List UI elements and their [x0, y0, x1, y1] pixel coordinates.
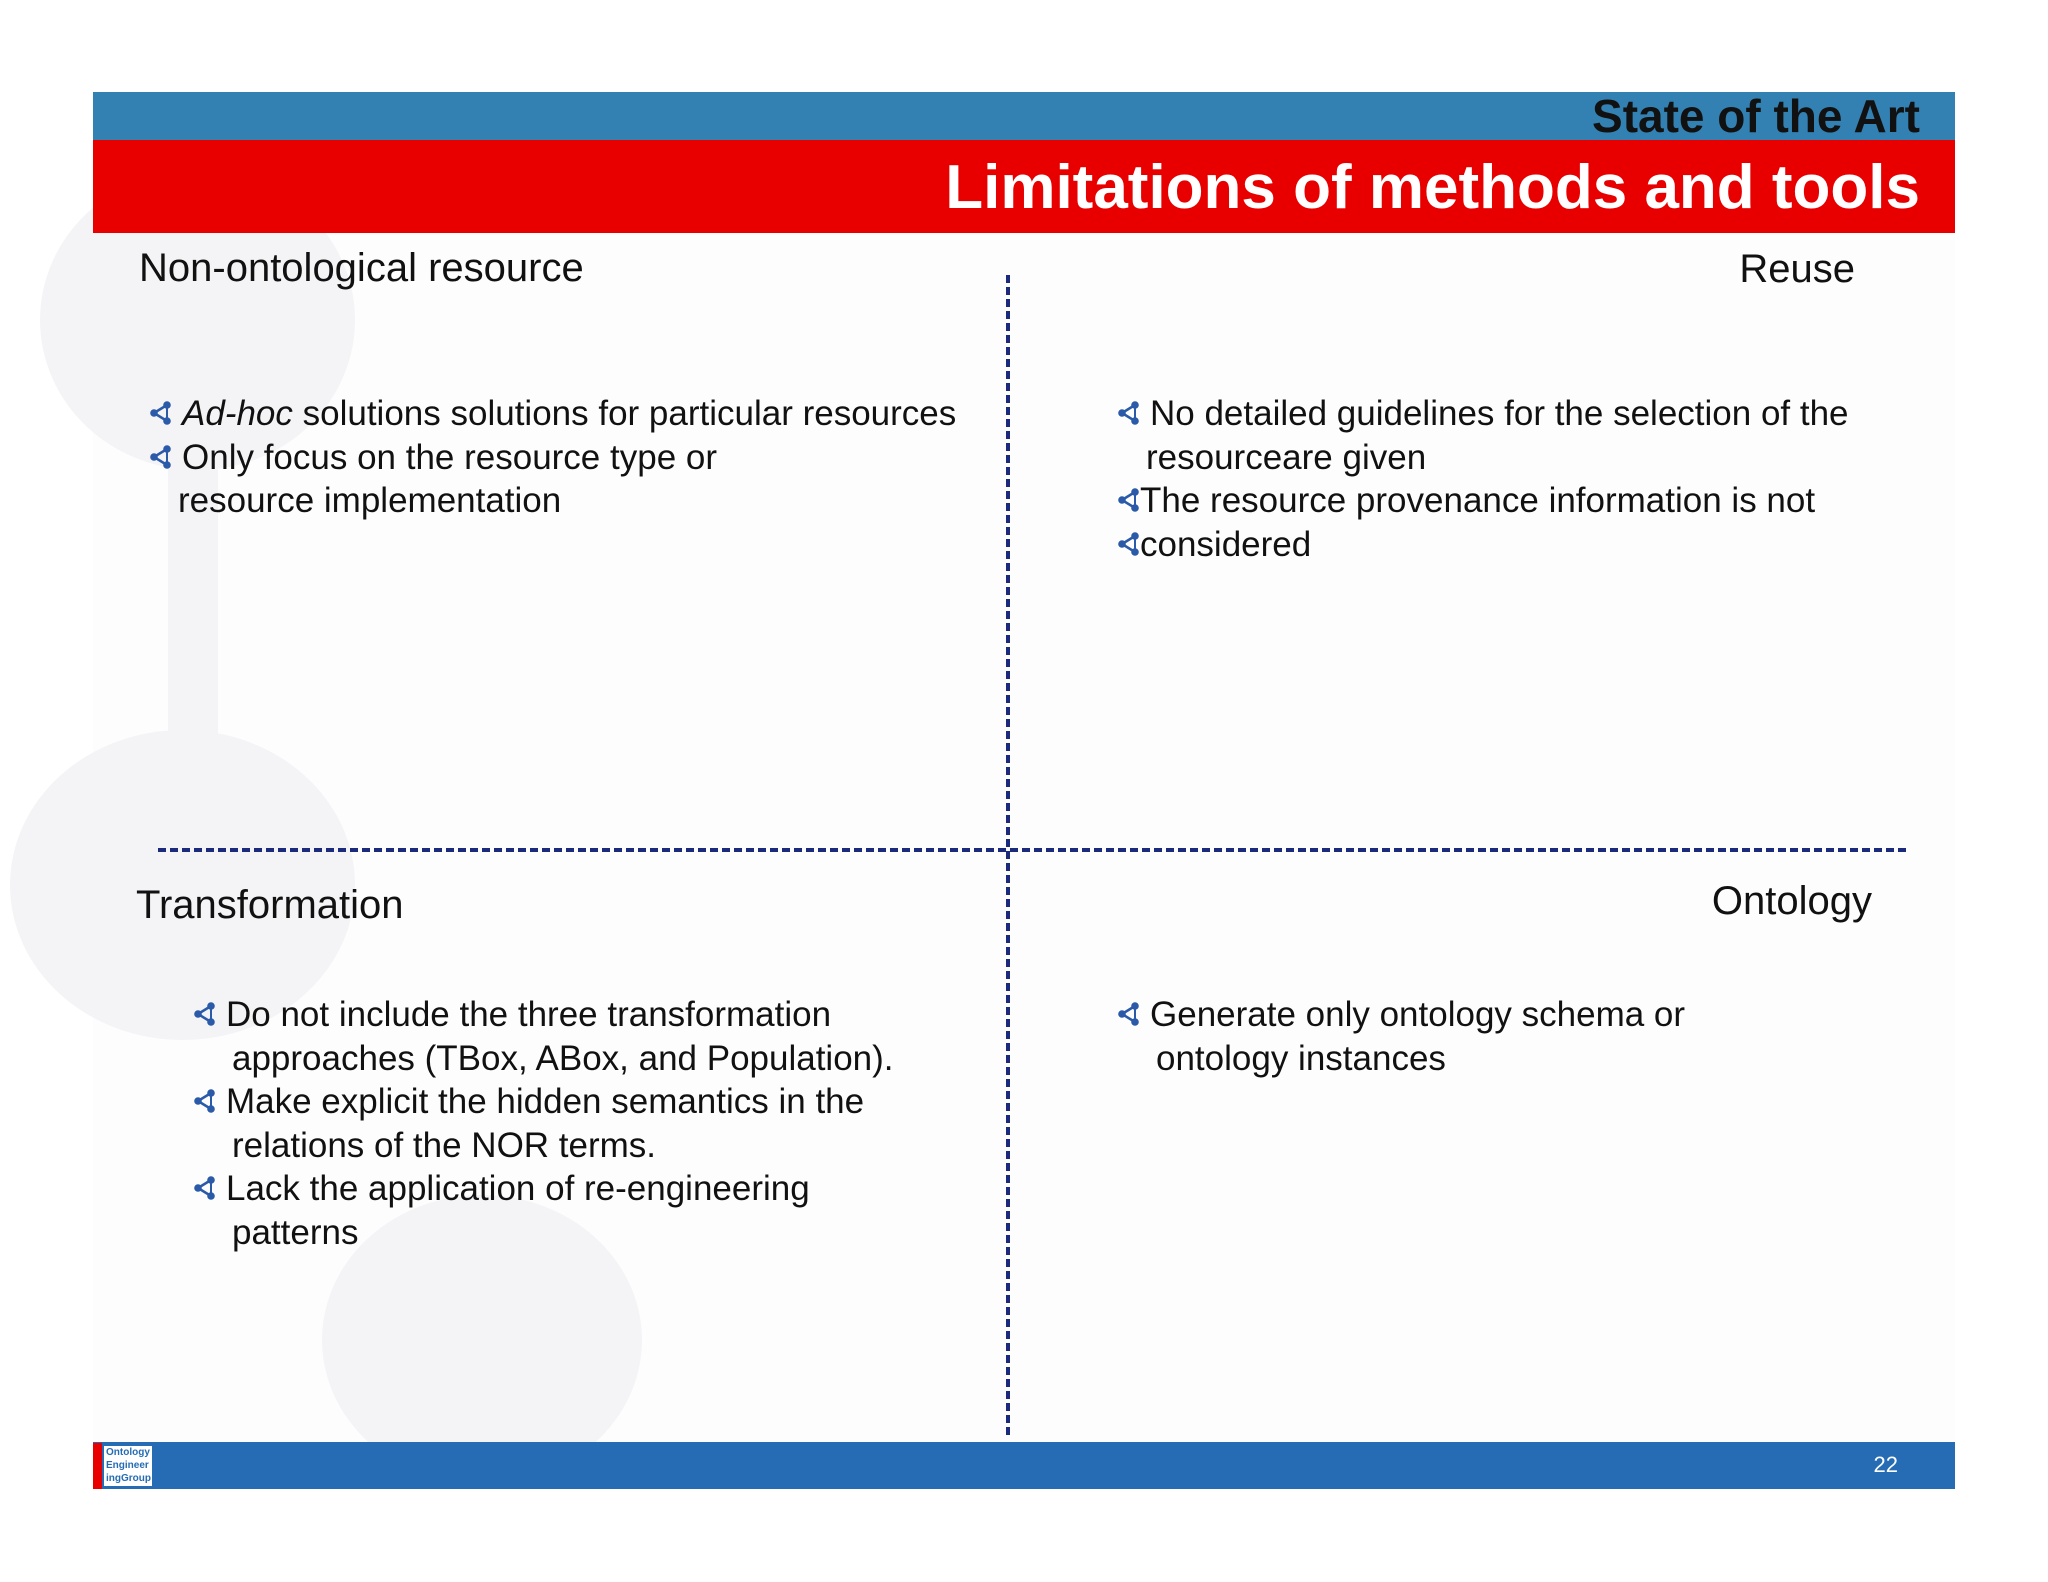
list-item-text: Only focus on the resource type or	[182, 437, 717, 477]
list-item-text: solutions solutions for particular resources	[292, 394, 957, 433]
list-item-text: Make explicit the hidden semantics in the	[226, 1082, 865, 1121]
list-item	[148, 436, 956, 480]
list-item-continuation: resource implementation	[178, 481, 562, 520]
share-icon	[1116, 1001, 1142, 1027]
list-item	[1116, 479, 1849, 523]
bullet-list-ontology	[1116, 993, 1685, 1080]
ontology-engineering-group-logo	[93, 1443, 155, 1489]
list-item-text: considered	[1140, 524, 1312, 564]
vertical-divider	[1006, 275, 1010, 1435]
page-number: 22	[1873, 1452, 1898, 1477]
list-item-text: Do not include the three transformation	[226, 995, 832, 1034]
quadrant-label-ontology: Ontology	[1711, 879, 1872, 923]
list-item-text: The resource provenance information is not	[1140, 481, 1816, 520]
logo-text	[104, 1446, 152, 1486]
logo-text-line: ingGroup	[106, 1473, 151, 1484]
quadrant-label-reuse: Reuse	[1739, 247, 1855, 291]
footer-bar	[93, 1442, 1955, 1489]
list-item-continuation: patterns	[232, 1212, 359, 1252]
list-item-continuation: relations of the NOR terms.	[232, 1125, 657, 1165]
list-item-continuation: ontology instances	[1156, 1038, 1446, 1078]
logo-text-line: Engineer	[106, 1460, 149, 1471]
list-item-continuation: approaches (TBox, ABox, and Population).	[232, 1038, 894, 1078]
bullet-list-non-ontological-resource	[148, 392, 956, 523]
logo-text-line: Ontology	[106, 1447, 150, 1458]
share-icon	[1116, 487, 1142, 513]
list-item	[1116, 523, 1849, 567]
page-title: Limitations of methods and tools	[945, 153, 1920, 222]
list-item-text: Generate only ontology schema or	[1150, 995, 1686, 1034]
share-icon	[1116, 531, 1142, 557]
list-item-continuation: resourceare given	[1146, 437, 1427, 477]
list-item	[148, 392, 956, 436]
horizontal-divider	[158, 848, 1906, 852]
share-icon	[148, 400, 174, 426]
list-item	[192, 1167, 894, 1211]
list-item-text: Lack the application of re-engineering	[226, 1169, 810, 1208]
section-title: State of the Art	[1592, 90, 1920, 142]
logo-mark	[93, 1443, 102, 1489]
list-item	[192, 993, 894, 1037]
list-item	[1116, 392, 1849, 436]
list-item	[1116, 993, 1685, 1037]
share-icon	[192, 1175, 218, 1201]
bullet-list-transformation	[192, 993, 894, 1254]
quadrant-label-non-ontological-resource: Non-ontological resource	[139, 246, 584, 290]
share-icon	[1116, 400, 1142, 426]
share-icon	[148, 444, 174, 470]
list-item-text: No detailed guidelines for the selection of the	[1150, 394, 1849, 433]
quadrant-label-transformation: Transformation	[136, 883, 404, 927]
share-icon	[192, 1001, 218, 1027]
share-icon	[192, 1088, 218, 1114]
bullet-list-reuse	[1116, 392, 1849, 566]
list-item	[192, 1080, 894, 1124]
adhoc-emphasis: Ad-hoc	[182, 394, 293, 433]
